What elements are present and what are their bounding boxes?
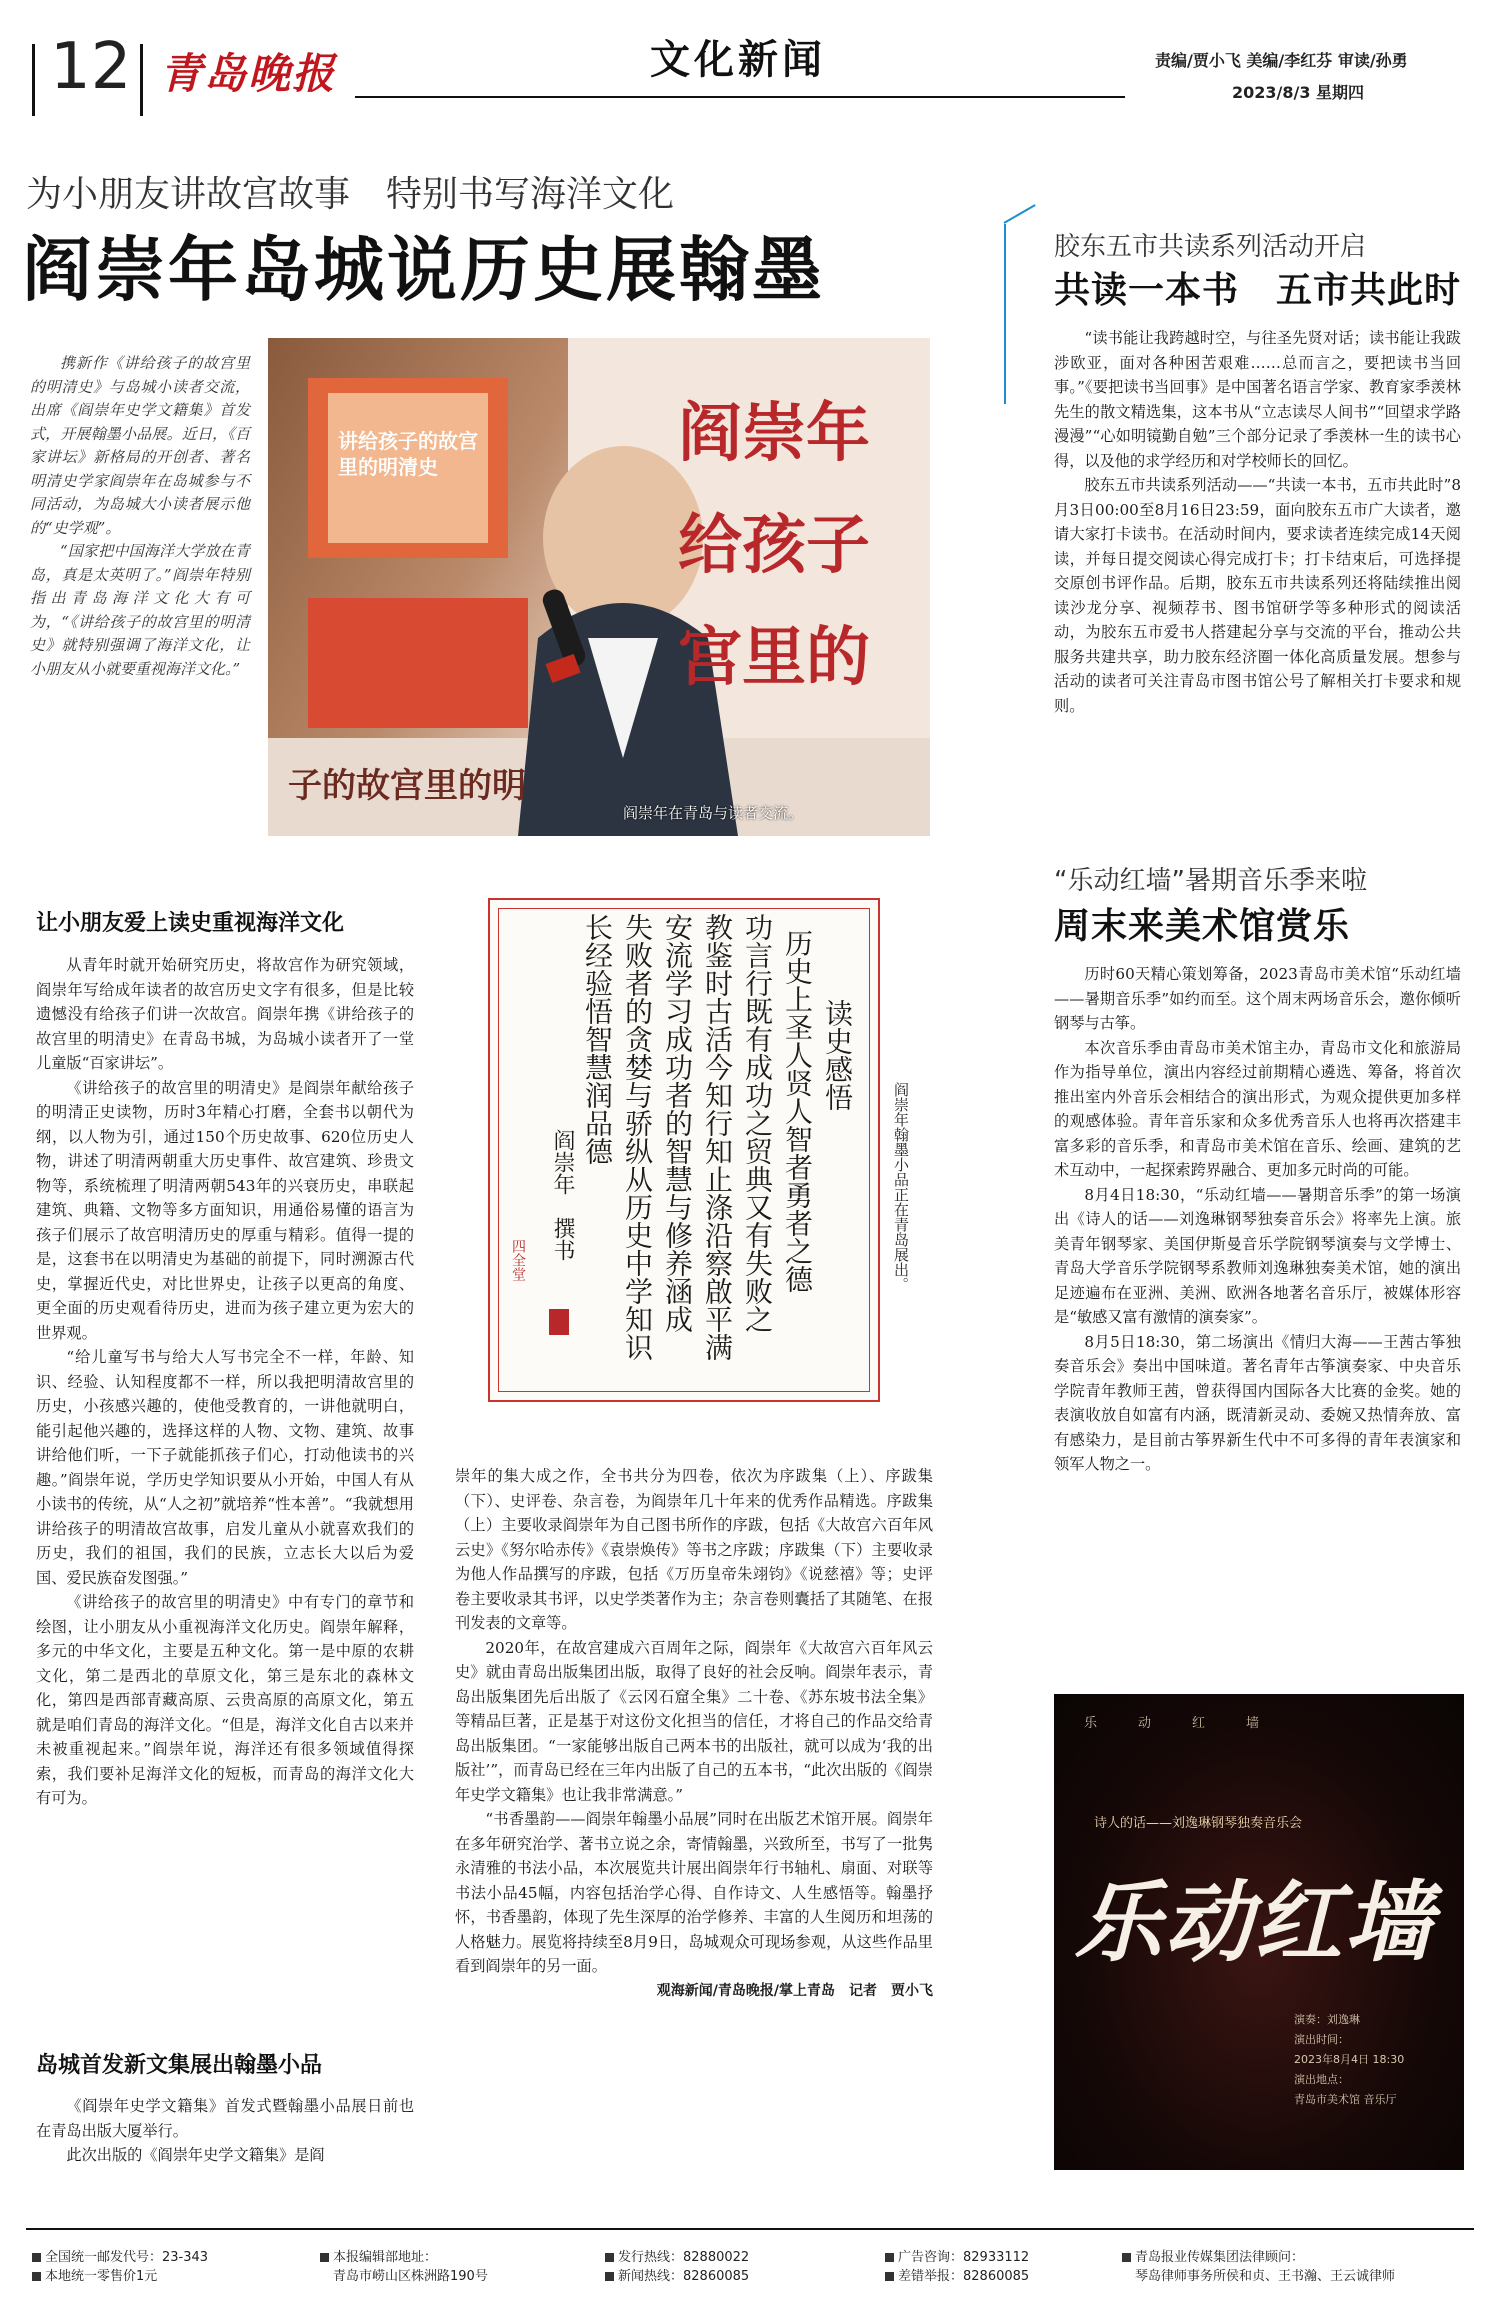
- poster-detail-line: 青岛市美术馆 音乐厅: [1294, 2093, 1397, 2106]
- side-divider-angle: [1004, 204, 1036, 224]
- footer-text: 琴岛律师事务所侯和贞、王书瀚、王云诚律师: [1135, 2269, 1396, 2284]
- footer-text: 本报编辑部地址：: [333, 2250, 438, 2265]
- side1-para: “读书能让我跨越时空，与往圣先贤对话；读书能让我跋涉欧亚，面对各种困苦艰难……总而言之，要把读书当回事。”《要把读书当回事》是中国著名语言学家、教育家季羡林先生的散文精选集，这本书从“立志读尽人间书”“回望求学路漫漫”“心如明镜勤自勉”三个部分记录了季羡林一生的读书心得，以及他的求学经历和对学校师长的回忆。: [1054, 329, 1461, 470]
- side1-para: 胶东五市共读系列活动——“共读一本书，五市共此时”8月3日00:00至8月16日23:59，面向胶东五市广大读者，邀请大家打卡读书。在活动时间内，要求读者连续完成14天阅读，并每日提交阅读心得完成打卡；打卡结束后，可选择提交原创书评作品。后期，胶东五市共读系列还将陆续推出阅读沙龙分享、视频荐书、图书馆研学等多种形式的阅读活动，为胶东五市爱书人搭建起分享与交流的平台，推动公共服务共建共享，助力胶东经济圈一体化高质量发展。想参与活动的读者可关注青岛市图书馆公号了解相关打卡要求和规则。: [1054, 476, 1461, 715]
- bullet-square-icon: [1122, 2253, 1131, 2262]
- poster-detail-line: 2023年8月4日 18:30: [1294, 2053, 1405, 2066]
- calligraphy-artwork: [488, 898, 880, 1402]
- poster-detail-line: 演奏：刘逸琳: [1294, 2013, 1360, 2026]
- header-rule-mid: [140, 44, 143, 116]
- concert-poster: [1054, 1694, 1464, 2170]
- side1-kicker: 胶东五市共读系列活动开启: [1054, 232, 1367, 262]
- footer-text: 全国统一邮发代号：23-343: [45, 2250, 209, 2265]
- footer-ads: [885, 2248, 1029, 2286]
- section2-heading: 岛城首发新文集展出翰墨小品: [36, 2053, 323, 2078]
- section1-para: “给儿童写书与给大人写书完全不一样，年龄、知识、经验、认知程度都不一样，所以我把明清故宫里的历史，小孩感兴趣的，使他受教育的，一讲他就明白，能引起他兴趣的，选择这样的人物、文物、建筑、故事讲给他们听，一下子就能抓孩子们心，打动他读书的兴趣。”阎崇年说，学历史学知识要从小开始，中国人有从小读书的传统，从“人之初”就培养“性本善”。“我就想用讲给孩子的明清故宫故事，启发儿童从小就喜欢我们的历史，我们的祖国，我们的民族，立志长大以后为爱国、爱民族奋发图强。”: [36, 1348, 414, 1587]
- section1-para: 《讲给孩子的故宫里的明清史》中有专门的章节和绘图，让小朋友从小重视海洋文化历史。阎崇年解释，多元的中华文化，主要是五种文化。第一是中原的农耕文化，第二是西北的草原文化，第三是东北的森林文化，第四是西部青藏高原、云贵高原的高原文化，第五就是咱们青岛的海洋文化。“但是，海洋文化自古以来并未被重视起来。”阎崇年说，海洋还有很多领域值得探索，我们要补足海洋文化的短板，而青岛的海洋文化大有可为。: [36, 1593, 414, 1807]
- calligraphy-column: 教鉴时古活今知行知止涤沿察啟平满: [701, 913, 734, 1361]
- calligraphy-column: 历史上圣人贤人智者勇者之德: [781, 929, 814, 1293]
- lead-intro-para: 携新作《讲给孩子的故宫里的明清史》与岛城小读者交流，出席《阎崇年史学文籍集》首发式，开展翰墨小品展。近日，《百家讲坛》新格局的开创者、著名明清史学家阎崇年在岛城参与不同活动，为岛城大小读者展示他的“史学观”。: [30, 354, 250, 537]
- footer-rule: [26, 2228, 1474, 2230]
- footer-text: 青岛市崂山区株洲路190号: [333, 2269, 488, 2284]
- calligraphy-caption: 阎崇年翰墨小品正在青岛展出。: [892, 1082, 910, 1292]
- photo-book-title: 讲给孩子的故宫里的明清史: [338, 429, 478, 479]
- photo-bottom-text: 子的故宫里的明: [288, 766, 526, 806]
- column2-para: “书香墨韵——阎崇年翰墨小品展”同时在出版艺术馆开展。阎崇年在多年研究治学、著书立说之余，寄情翰墨，兴致所至，书写了一批隽永清雅的书法小品，本次展览共计展出阎崇年行书轴札、扇面、对联等书法小品45幅，内容包括治学心得、自作诗文、人生感悟等。翰墨抒怀，书香墨韵，体现了先生深厚的治学修养、丰富的人生阅历和坦荡的人格魅力。展览将持续至8月9日，岛城观众可现场参观，从这些作品里看到阎崇年的另一面。: [455, 1810, 933, 1975]
- section1-heading: 让小朋友爱上读史重视海洋文化: [36, 911, 345, 936]
- section1-body: [36, 953, 414, 1811]
- lead-intro-para: “国家把中国海洋大学放在青岛，真是太英明了。”阎崇年特别指出青岛海洋文化大有可为，“《讲给孩子的故宫里的明清史》就特别强调了海洋文化，让小朋友从小就要重视海洋文化。”: [30, 542, 250, 678]
- lead-kicker: 为小朋友讲故宫故事 特别书写海洋文化: [26, 174, 675, 215]
- poster-detail-line: 演出时间：: [1294, 2033, 1349, 2046]
- lead-photo: [268, 338, 930, 836]
- photo-banner-text: 阎崇年 给孩子 宫里的: [678, 397, 870, 695]
- section-title: 文化新闻: [650, 37, 826, 83]
- side2-headline: 周末来美术馆赏乐: [1054, 906, 1351, 947]
- calligraphy-column: 失败者的贪婪与骄纵从历史中学知识: [621, 913, 654, 1361]
- poster-subtitle: 诗人的话——刘逸琳钢琴独奏音乐会: [1094, 1816, 1303, 1831]
- column2-para: 崇年的集大成之作，全书共分为四卷，依次为序跋集（上）、序跋集（下）、史评卷、杂言卷，为阎崇年几十年来的优秀作品精选。序跋集（上）主要收录阎崇年为自己图书所作的序跋，包括《大故宫六百年风云史》《努尔哈赤传》《袁崇焕传》等书之序跋；序跋集（下）主要收录为他人作品撰写的序跋，包括《万历皇帝朱翊钧》《说慈禧》等；史评卷主要收录其书评，以史学类著作为主；杂言卷则囊括了其随笔、在报刊发表的文章等。: [455, 1467, 933, 1632]
- calligraphy-inner-frame: [498, 908, 870, 1392]
- footer-text: 发行热线：82880022: [618, 2250, 750, 2265]
- photo-caption: 阎崇年在青岛与读者交流。: [623, 804, 804, 822]
- calligraphy-signature: 阎崇年 撰书: [550, 1129, 575, 1261]
- side2-para: 本次音乐季由青岛市美术馆主办，青岛市文化和旅游局作为指导单位，演出内容经过前期精心遴选、筹备，将首次推出室内外音乐会相结合的演出形式，为观众提供更加多样的观感体验。青年音乐家和众多优秀音乐人也将再次搭建丰富多彩的音乐季，和青岛市美术馆在音乐、绘画、建筑的艺术互动中，一起探索跨界融合、更加多元时尚的可能。: [1054, 1038, 1461, 1179]
- lead-intro: [30, 352, 250, 681]
- bullet-square-icon: [320, 2253, 329, 2262]
- side2-body: [1054, 962, 1461, 1477]
- section2-para: 《阎崇年史学文籍集》首发式暨翰墨小品展日前也在青岛出版大厦举行。: [36, 2097, 414, 2140]
- section1-para: 从青年时就开始研究历史，将故宫作为研究领域，阎崇年写给成年读者的故宫历史文字有很多，但是比较遗憾没有给孩子们讲一次故宫。阎崇年携《讲给孩子的故宫里的明清史》在青岛书城，为岛城小读者开了一堂儿童版“百家讲坛”。: [36, 956, 414, 1072]
- issue-date: 2023/8/3 星期四: [1232, 83, 1365, 102]
- bullet-square-icon: [32, 2253, 41, 2262]
- side1-body: [1054, 326, 1461, 718]
- calligraphy-seal: [549, 1309, 569, 1335]
- bullet-square-icon: [32, 2272, 41, 2281]
- byline: [455, 1979, 933, 2004]
- poster-detail-line: 演出地点：: [1294, 2073, 1349, 2086]
- calligraphy-column: 安流学习成功者的智慧与修养涵成: [661, 913, 694, 1333]
- footer-text: 新闻热线：82860085: [618, 2269, 750, 2284]
- side2-para: 8月4日18:30，“乐动红墙——暑期音乐季”的第一场演出《诗人的话——刘逸琳钢琴独奏音乐会》将率先上演。旅美青年钢琴家、美国伊斯曼音乐学院钢琴演奏与文学博士、青岛大学音乐学院钢琴系教师刘逸琳独奏美术馆，她的演出足迹遍布在亚洲、美洲、欧洲各地著名音乐厅，被媒体形容是“敏感又富有激情的演奏家”。: [1054, 1185, 1461, 1326]
- footer-text: 青岛报业传媒集团法律顾问：: [1135, 2250, 1305, 2265]
- footer-text: 差错举报：82860085: [898, 2269, 1030, 2284]
- calligraphy-column: 读史感悟: [821, 999, 854, 1111]
- section2-body: [36, 2094, 414, 2168]
- side2-para: 历时60天精心策划筹备，2023青岛市美术馆“乐动红墙——暑期音乐季”如约而至。这个周末两场音乐会，邀你倾听钢琴与古筝。: [1054, 965, 1461, 1032]
- section1-para: 《讲给孩子的故宫里的明清史》是阎崇年献给孩子的明清正史读物，历时3年精心打磨，全套书以朝代为纲，以人物为引，通过150个历史故事、620位历史人物，讲述了明清两朝重大历史事件、故宫建筑、珍贵文物等，系统梳理了明清两朝543年的兴衰历史，串联起建筑、典籍、文物等多方面知识，用通俗易懂的语言为孩子们展示了故宫明清历史的厚重与精彩。值得一提的是，这套书在以明清史为基础的前提下，同时溯源古代史，掌握近代史，对比世界史，让孩子以更高的角度、更全面的历史观看待历史，进而为孩子建立更为宏大的世界观。: [36, 1078, 414, 1342]
- footer-address: [320, 2248, 488, 2286]
- lead-headline: 阎崇年岛城说历史展翰墨: [22, 229, 825, 311]
- side2-para: 8月5日18:30，第二场演出《情归大海——王茜古筝独奏音乐会》奏出中国味道。著名青年古筝演奏家、中央音乐学院青年教师王茜，曾获得国内国际各大比赛的金奖。她的表演收放自如富有内涵，既清新灵动、委婉又热情奔放、富有感染力，是目前古筝界新生代中不可多得的青年表演家和领军人物之一。: [1054, 1332, 1461, 1473]
- calligraphy-side-stamp: 四全堂: [510, 1239, 526, 1281]
- credits: 责编/贾小飞 美编/李红芬 审读/孙勇: [1155, 51, 1408, 70]
- footer-text: 广告咨询：82933112: [898, 2250, 1030, 2265]
- footer-text: 本地统一零售价1元: [45, 2269, 158, 2284]
- side1-headline: 共读一本书 五市共此时: [1054, 270, 1462, 311]
- side2-kicker: “乐动红墙”暑期音乐季来啦: [1054, 866, 1367, 896]
- side-divider: [1004, 224, 1006, 404]
- page-number: 12: [50, 30, 132, 104]
- header-underline: [355, 96, 1125, 98]
- footer-postal: [32, 2248, 208, 2286]
- footer-hotlines: [605, 2248, 749, 2286]
- section2-para: 此次出版的《阎崇年史学文籍集》是阎: [66, 2146, 325, 2164]
- header-rule-left: [32, 44, 35, 116]
- bullet-square-icon: [605, 2253, 614, 2262]
- column2-body: [455, 1464, 933, 2003]
- masthead: 青岛晚报: [160, 49, 337, 98]
- poster-top-text: 乐 动 红 墙: [1084, 1716, 1274, 1731]
- bullet-square-icon: [885, 2253, 894, 2262]
- bullet-square-icon: [885, 2272, 894, 2281]
- bullet-square-icon: [605, 2272, 614, 2281]
- calligraphy-column: 功言行既有成功之贸典又有失败之: [741, 913, 774, 1333]
- poster-details: [1294, 2010, 1404, 2110]
- poster-title: 乐动红墙: [1074, 1870, 1435, 1974]
- footer-legal: [1122, 2248, 1395, 2286]
- column2-para: 2020年，在故宫建成六百周年之际，阎崇年《大故宫六百年风云史》就由青岛出版集团出版，取得了良好的社会反响。阎崇年表示，青岛出版集团先后出版了《云冈石窟全集》二十卷、《苏东坡书法全集》等精品巨著，正是基于对这份文化担当的信任，才将自己的作品交给青岛出版集团。“一家能够出版自己两本书的出版社，就可以成为‘我的出版社’”，而青岛已经在三年内出版了自己的五本书，“此次出版的《阎崇年史学文籍集》也让我非常满意。”: [455, 1638, 933, 1804]
- byline-text: 观海新闻/青岛晚报/掌上青岛 记者 贾小飞: [656, 1982, 933, 1999]
- calligraphy-column: 长经验悟智慧润品德: [581, 913, 614, 1165]
